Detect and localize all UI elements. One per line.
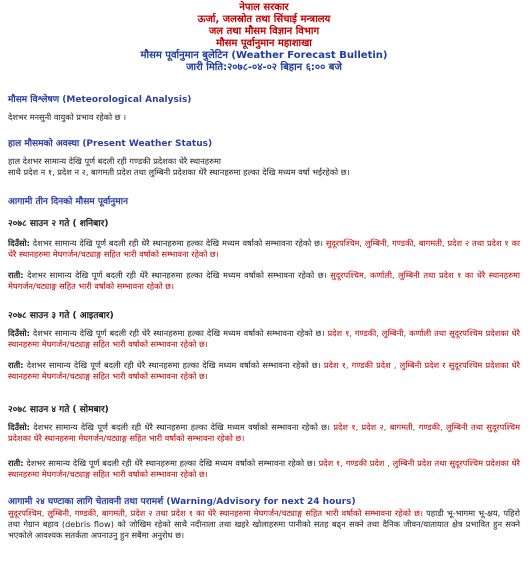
header-govt: नेपाल सरकार: [239, 2, 289, 13]
forecast-day-1-daytime: [8, 238, 520, 260]
header-department: जल तथा मौसम विज्ञान विभाग: [208, 26, 320, 37]
present-title: हाल मौसमको अवस्था (Present Weather Status): [8, 139, 213, 149]
header: [0, 2, 528, 74]
forecast-day-1-night: [8, 270, 520, 292]
forecast-day-3-daytime: [8, 422, 520, 444]
daytime-text: देशभर सामान्य देखि पूर्ण बदली रही धेरै स्थानहरुमा हल्का देखि मध्यम वर्षाको सम्भावना रहेको छ।: [32, 238, 323, 248]
night-text: देशभर सामान्य देखि पूर्ण बदली रही धेरै स्थानहरुमा हल्का देखि मध्यम वर्षाको सम्भावना रहेको छ।: [26, 458, 316, 468]
daytime-label: दिउँसो:: [8, 422, 30, 432]
daytime-label: दिउँसो:: [8, 328, 30, 338]
warning-advisory-text: पहाडी भू-भागमा भू-क्षय, पहिरो तथा गेग्रान बहाव (debris flow) को जोखिम रहेको साथै नदीनाला तथा खहरे खोलाहरुमा पानीको सतह बढ्न सक्ने तथा दैनिक जीवन/यातायात क्षेत्र प्रभावित हुन सक्ने भएकोले आवश्यक सतर्कता अपनाउनु हुन सबैमा अनुरोध छ।: [8, 508, 520, 540]
header-ministry: ऊर्जा, जलस्रोत तथा सिंचाई मन्त्रालय: [197, 14, 331, 25]
forecast-date-3: २०७८ साउन ४ गते ( सोमबार): [8, 405, 109, 415]
forecast-title: आगामी तीन दिनको मौसम पूर्वानुमान: [8, 197, 128, 207]
forecast-date-2: २०७८ साउन ३ गते ( आइतबार): [8, 311, 114, 321]
night-warning: प्रदेश १, गण्डकी प्रदेश , लुम्बिनी प्रदेश तथा सुदूरपश्चिम प्रदेशका धेरै स्थानहरुमा मेघगर्जन/चट्याङ्ग सहित भारी वर्षाको सम्भावना रहेको छ।: [8, 458, 521, 479]
night-label: राती:: [8, 270, 24, 280]
header-bulletin-title: मौसम पूर्वानुमान बुलेटिन (Weather Forecast Bulletin): [140, 50, 388, 61]
header-division: मौसम पूर्वानुमान महाशाखा: [216, 38, 312, 49]
forecast-day-2-night: [8, 360, 520, 382]
forecast-day-2-daytime: [8, 328, 520, 350]
present-text-1: हाल देशभर सामान्य देखि पूर्ण बदली रही गण्डकी प्रदेशका धेरै स्थानहरुमा: [8, 156, 221, 166]
daytime-label: दिउँसो:: [8, 238, 30, 248]
daytime-text: देशभर सामान्य देखि पूर्ण बदली रही धेरै स्थानहरुमा हल्का देखि मध्यम वर्षाको सम्भावना रहेको छ।: [32, 328, 325, 338]
night-text: देशभर सामान्य देखि पूर्ण बदली रही धेरै स्थानहरुमा हल्का देखि मध्यम वर्षाको सम्भावना रहेको छ।: [26, 360, 321, 370]
forecast-day-3-night: [8, 458, 520, 480]
night-text: देशभर सामान्य देखि पूर्ण बदली रही धेरै स्थानहरुमा हल्का देखि मध्यम वर्षाको सम्भावना रहेको छ।: [27, 270, 327, 280]
night-label: राती:: [8, 458, 24, 468]
warning-red-text: सुदूरपश्चिम, लुम्बिनी, गण्डकी, बागमती, प्रदेश २ तथा प्रदेश १ का धेरै स्थानहरुमा मेघगर्जन/चट्याङ्ग सहित भारी वर्षाको सम्भावना रहेको छ।: [8, 508, 423, 518]
daytime-warning: सुदूरपश्चिम, लुम्बिनी, गण्डकी, बागमती, प्रदेश २ तथा प्रदेश १ का धेरै स्थानहरुमा मेघगर्जन/चट्याङ्ग सहित भारी वर्षाको सम्भावना रहेको छ।: [8, 238, 520, 259]
daytime-warning: प्रदेश १, प्रदेश २, बागमती, गण्डकी, लुम्बिनी तथा सुदूरपश्चिम प्रदेशका धेरै स्थानहरुमा मेघगर्जन/चट्याङ्ग सहित भारी वर्षाको सम्भावना रहेको छ।: [8, 422, 520, 443]
night-label: राती:: [8, 360, 24, 370]
warning-title: आगामी २४ घण्टाका लागि चेतावनी तथा परामर्श (Warning/Advisory for next 24 hours): [8, 497, 356, 507]
daytime-warning: प्रदेश १, गण्डकी, लुम्बिनी, कर्णाली तथा सुदूरपश्चिम प्रदेशका धेरै स्थानहरुमा मेघगर्जन/चट्याङ्ग सहित भारी वर्षाको सम्भावना रहेको छ।: [8, 328, 521, 349]
night-warning: सुदूरपश्चिम, कर्णाली, लुम्बिनी तथा प्रदेश १ का धेरै स्थानहरुमा मेघगर्जन/चट्याङ्ग सहित भारी वर्षाको सम्भावना रहेको छ।: [8, 270, 520, 291]
analysis-text: देशभर मनसुनी वायुको प्रभाव रहेको छ ।: [8, 112, 127, 122]
forecast-date-1: २०७८ साउन २ गते ( शनिबार): [8, 219, 109, 229]
daytime-text: देशभर सामान्य देखि पूर्ण बदली रही धेरै स्थानहरुमा हल्का देखि मध्यम वर्षाको सम्भावना रहेको छ।: [33, 422, 331, 432]
warning-body: [8, 508, 520, 541]
night-warning: प्रदेश १, गण्डकी प्रदेश , लुम्बिनी प्रदेश र सुदूरपश्चिम प्रदेशका धेरै स्थानहरुमा मेघगर्जन/चट्याङ्ग सहित भारी वर्षाको सम्भावना रहेको छ।: [8, 360, 520, 381]
present-text-2: साथै प्रदेश न १, प्रदेश न २, बागमती प्रदेश तथा लुम्बिनी प्रदेशका धेरै स्थानहरुमा हल्का देखि मध्यम वर्षा भईरहेको छ।: [8, 167, 350, 177]
analysis-title: मौसम विश्लेषण (Meteorological Analysis): [8, 95, 192, 105]
header-issue-date: जारी मिति:२०७८-०४-०२ बिहान ६:०० बजे: [186, 62, 342, 73]
